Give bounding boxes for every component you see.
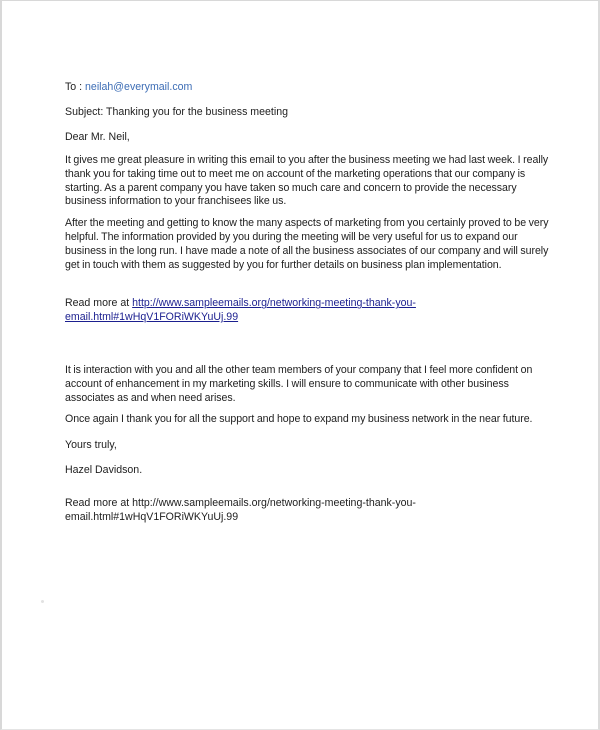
read-more-1-line2 bbox=[65, 310, 555, 324]
to-label: To : bbox=[65, 81, 86, 93]
read-more-1-url-part1[interactable]: http://www.sampleemails.org/networking-meeting-thank-you- bbox=[132, 297, 416, 310]
read-more-1-prefix: Read more at bbox=[65, 297, 133, 310]
paragraph-3: It is interaction with you and all the other team members of your company that I feel more confident on account of enhancement in my marketing skills. I will ensure to communicate with other business associates as and when need arises. bbox=[65, 364, 533, 404]
read-more-1-url-part2[interactable]: email.html#1wHqV1FORiWKYuUj.99 bbox=[65, 311, 239, 324]
email-body bbox=[65, 80, 555, 524]
signature: Hazel Davidson. bbox=[65, 463, 143, 476]
to-email-link[interactable]: neilah@everymail.com bbox=[85, 81, 193, 93]
closing: Yours truly, bbox=[65, 438, 117, 451]
read-more-1-line1 bbox=[65, 296, 555, 310]
read-more-2-line2: email.html#1wHqV1FORiWKYuUj.99 bbox=[65, 510, 239, 523]
read-more-2-line1: Read more at http://www.sampleemails.org/networking-meeting-thank-you- bbox=[65, 496, 416, 509]
paragraph-1: It gives me great pleasure in writing this email to you after the business meeting we had last week. I really thank you for taking time out to meet me on account of the marketing operations that our company is starting. As a parent company you have taken so much care and concern to provide the necessary business information to your franchisees like us. bbox=[65, 154, 549, 208]
paragraph-2: After the meeting and getting to know the many aspects of marketing from you certainly proved to be very helpful. The information provided by you during the meeting will be very useful for us to expand our business in the long run. I have made a note of all the business associates of our company and will surely get in touch with them as suggested by you for further details on business plan implementation. bbox=[65, 217, 549, 271]
faint-dot-mark bbox=[41, 600, 44, 603]
salutation: Dear Mr. Neil, bbox=[65, 131, 130, 143]
paragraph-4: Once again I thank you for all the support and hope to expand my business network in the near future. bbox=[65, 412, 533, 425]
to-line bbox=[65, 80, 555, 94]
subject-line: Subject: Thanking you for the business meeting bbox=[65, 106, 288, 118]
